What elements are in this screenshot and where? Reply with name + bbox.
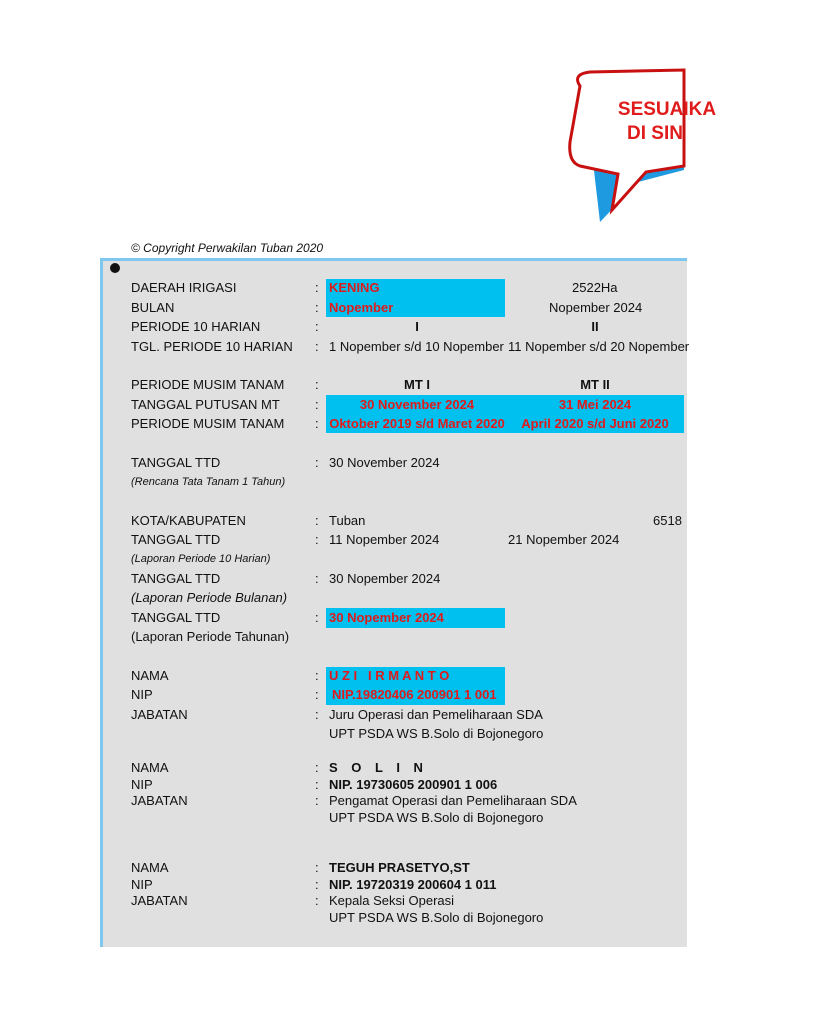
periode-10-label: PERIODE 10 HARIAN [131,319,261,334]
ttd-10-sublabel: (Laporan Periode 10 Harian) [131,553,271,565]
ttd-rtt-label: TANGGAL TTD [131,455,221,470]
colon: : [315,455,319,470]
ttd-bulanan-sublabel: (Laporan Periode Bulanan) [131,590,288,605]
daerah-irigasi-value[interactable]: KENING [329,280,380,295]
colon: : [315,760,319,775]
ttd-bulanan-value: 30 Nopember 2024 [329,571,441,586]
officer-1-nama[interactable]: U Z I I R M A N T O [329,668,450,683]
daerah-irigasi-label: DAERAH IRIGASI [131,280,237,295]
officer-1-jabatan-1: Juru Operasi dan Pemeliharaan SDA [329,707,543,722]
colon: : [315,860,319,875]
tanggal-putusan-mt2[interactable]: 31 Mei 2024 [558,397,632,412]
officer-2-jabatan-label: JABATAN [131,793,188,808]
colon: : [315,687,319,702]
periode-mt-header-label: PERIODE MUSIM TANAM [131,377,285,392]
bulan-value[interactable]: Nopember [329,300,394,315]
periode-mt-label: PERIODE MUSIM TANAM [131,416,285,431]
periode-mt2-value[interactable]: April 2020 s/d Juni 2020 [521,416,669,431]
callout-shape [560,62,684,248]
mt-col2-header: MT II [580,377,610,392]
bulan-label: BULAN [131,300,175,315]
colon: : [315,707,319,722]
ttd-10-label: TANGGAL TTD [131,532,221,547]
mt-col1-header: MT I [404,377,430,392]
tanggal-putusan-mt1[interactable]: 30 November 2024 [359,397,475,412]
colon: : [315,610,319,625]
colon: : [315,300,319,315]
ttd-tahunan-sublabel: (Laporan Periode Tahunan) [131,629,290,644]
colon: : [315,397,319,412]
bulan-extra: Nopember 2024 [549,300,643,315]
colon: : [315,793,319,808]
colon: : [315,377,319,392]
officer-1-nip[interactable]: NIP.19820406 200901 1 001 [332,687,497,702]
ttd-tahunan-value[interactable]: 30 Nopember 2024 [329,610,444,625]
ttd-bulanan-label: TANGGAL TTD [131,571,221,586]
colon: : [315,513,319,528]
callout-bubble [560,62,717,248]
colon: : [315,893,319,908]
periode-10-col1: I [415,319,419,334]
officer-1-jabatan-label: JABATAN [131,707,188,722]
ttd-10-value: 11 Nopember 2024 [329,532,440,547]
officer-2-jabatan-2: UPT PSDA WS B.Solo di Bojonegoro [329,810,544,825]
officer-2-nip: NIP. 19730605 200901 1 006 [329,777,498,792]
colon: : [315,877,319,892]
callout-line-1: SESUAIKA [617,99,717,120]
callout-text [560,98,820,146]
officer-3-jabatan-label: JABATAN [131,893,188,908]
officer-3-nama: TEGUH PRASETYO,ST [329,860,470,875]
officer-3-jabatan-2: UPT PSDA WS B.Solo di Bojonegoro [329,910,544,925]
colon: : [315,777,319,792]
colon: : [315,339,319,354]
colon: : [315,668,319,683]
ttd-rtt-sublabel: (Rencana Tata Tanam 1 Tahun) [131,476,286,488]
kota-extra: 6518 [653,513,682,528]
callout-line-2: DI SIN [627,123,683,144]
ttd-10-extra: 21 Nopember 2024 [508,532,620,547]
tgl-periode-10-label: TGL. PERIODE 10 HARIAN [131,339,293,354]
officer-3-nip-label: NIP [131,877,153,892]
ttd-rtt-value: 30 November 2024 [329,455,440,470]
officer-1-nama-label: NAMA [131,668,169,683]
kota-label: KOTA/KABUPATEN [131,513,246,528]
bullet-icon [110,263,120,273]
officer-2-nip-label: NIP [131,777,153,792]
colon: : [315,571,319,586]
colon: : [315,280,319,295]
officer-3-nip: NIP. 19720319 200604 1 011 [329,877,497,892]
officer-2-nama: S O L I N [329,760,428,775]
tgl-periode-10-col2: 11 Nopember s/d 20 Nopember [508,339,690,354]
periode-mt1-value[interactable]: Oktober 2019 s/d Maret 2020 [329,416,505,431]
tgl-periode-10-col1: 1 Nopember s/d 10 Nopember [329,339,504,354]
colon: : [315,319,319,334]
tanggal-putusan-label: TANGGAL PUTUSAN MT [131,397,280,412]
ttd-tahunan-label: TANGGAL TTD [131,610,221,625]
officer-2-nama-label: NAMA [131,760,169,775]
officer-1-nip-label: NIP [131,687,153,702]
periode-10-col2: II [591,319,599,334]
kota-value: Tuban [329,513,366,528]
officer-3-nama-label: NAMA [131,860,169,875]
officer-3-jabatan-1: Kepala Seksi Operasi [329,893,455,908]
officer-1-jabatan-2: UPT PSDA WS B.Solo di Bojonegoro [329,726,544,741]
colon: : [315,416,319,431]
copyright-text: © Copyright Perwakilan Tuban 2020 [131,241,324,255]
daerah-irigasi-area: 2522Ha [572,280,618,295]
colon: : [315,532,319,547]
officer-2-jabatan-1: Pengamat Operasi dan Pemeliharaan SDA [329,793,577,808]
